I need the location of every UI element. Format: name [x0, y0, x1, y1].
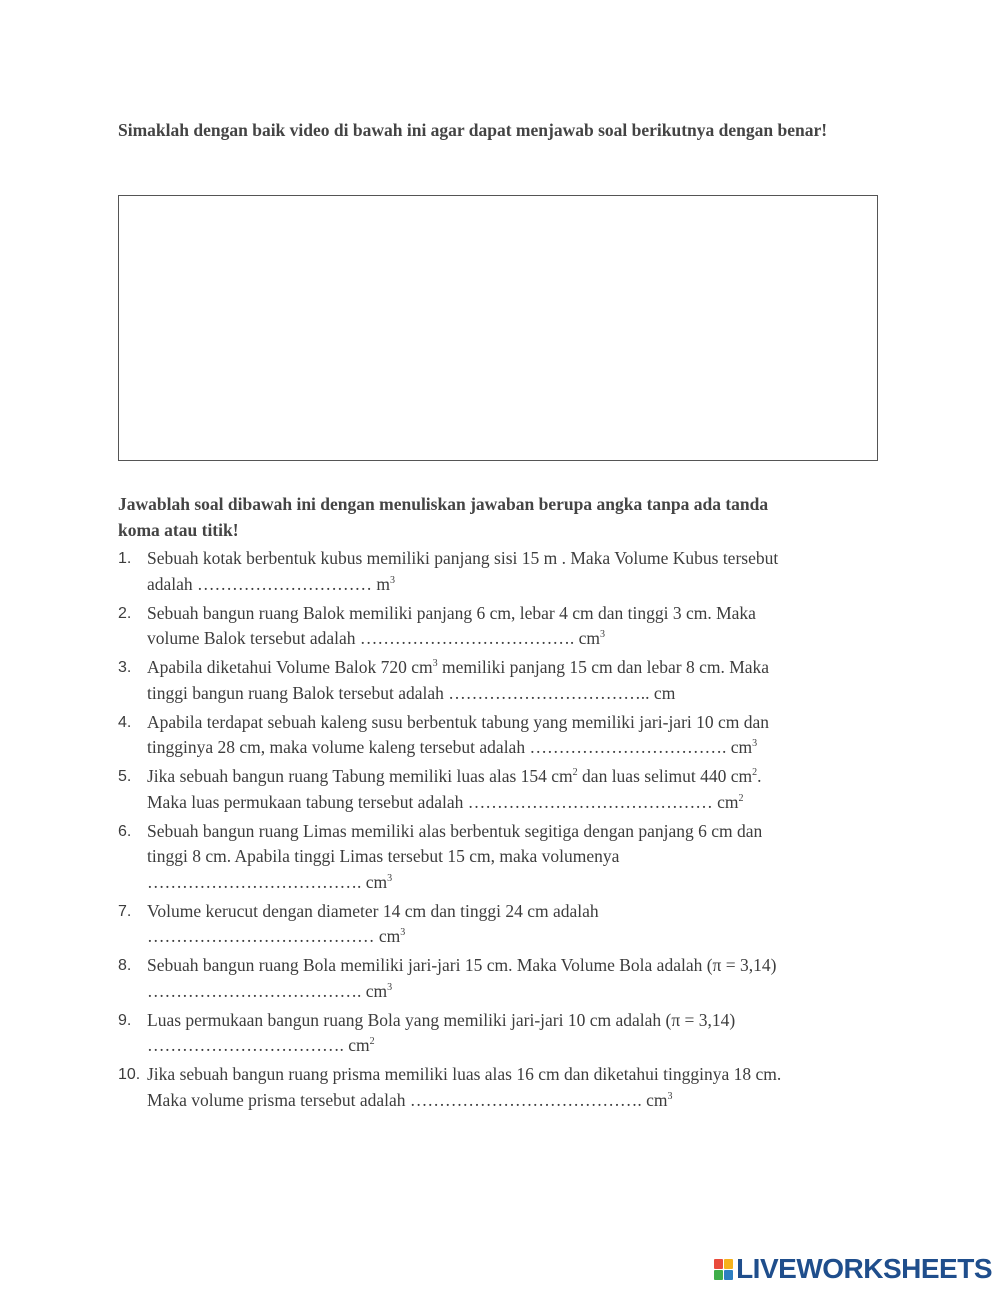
question-number: 8. — [118, 957, 132, 974]
unit-exponent: 3 — [432, 658, 438, 669]
question-number: 1. — [118, 550, 132, 567]
unit-exponent: 3 — [400, 927, 406, 938]
question-text-cont: tinggi 8 cm. Apabila tinggi Limas tersebut 15 cm, maka volumenya — [147, 846, 620, 866]
question-number: 4. — [118, 713, 132, 731]
answer-line[interactable]: tingginya 28 cm, maka volume kaleng tersebut adalah ……………………………. $cm^3$ — [147, 737, 758, 757]
answer-line[interactable]: Maka volume prisma tersebut adalah …………………………………. $cm^3$ — [147, 1089, 673, 1110]
question-list — [118, 546, 878, 1117]
logo-icon — [714, 1259, 733, 1280]
unit-exponent: 2 — [369, 1036, 375, 1047]
question-text: Apabila terdapat sebuah kaleng susu berbentuk tabung yang memiliki jari-jari 10 cm dan — [147, 711, 770, 732]
unit-exponent: 2 — [752, 767, 758, 778]
question-text: Volume kerucut dengan diameter 14 cm dan tinggi 24 cm adalah — [147, 900, 599, 921]
question-text: Sebuah bangun ruang Bola memiliki jari-jari 15 cm. Maka Volume Bola adalah (π = 3,14) — [147, 955, 777, 975]
answer-line[interactable]: ………………………………. $cm^3$ — [147, 871, 393, 892]
answer-line[interactable]: ………………………………… $cm^3$ — [147, 926, 406, 946]
logo-tile-l — [714, 1259, 723, 1269]
question-number: 9. — [118, 1011, 132, 1029]
question-item-9 — [118, 1008, 878, 1059]
logo-tile-v — [714, 1270, 723, 1280]
question-number: 5. — [118, 768, 132, 785]
question-item-4 — [118, 710, 878, 761]
question-text: Luas permukaan bangun ruang Bola yang memiliki jari-jari 10 cm adalah (π = 3,14) — [147, 1009, 736, 1030]
question-text: Sebuah kotak berbentuk kubus memiliki panjang sisi 15 m . Maka Volume Kubus tersebut — [147, 548, 779, 568]
unit-exponent: 3 — [752, 738, 758, 749]
answer-line[interactable]: tinggi bangun ruang Balok tersebut adalah …………………………….. cm — [147, 682, 676, 703]
unit-exponent: 3 — [387, 981, 393, 993]
question-text: Apabila diketahui Volume Balok 720 $cm^3$ memiliki panjang 15 cm dan lebar 8 cm. Maka — [147, 657, 770, 677]
unit-exponent: 3 — [387, 872, 393, 884]
question-text: Jika sebuah bangun ruang prisma memiliki luas alas 16 cm dan diketahui tingginya 18 cm. — [147, 1064, 782, 1084]
video-embed-frame[interactable] — [118, 195, 878, 461]
instruction-text — [118, 491, 878, 543]
question-item-8 — [118, 953, 878, 1004]
question-item-2 — [118, 601, 878, 652]
question-text: Sebuah bangun ruang Balok memiliki panjang 6 cm, lebar 4 cm dan tinggi 3 cm. Maka — [147, 602, 756, 623]
unit-exponent: 2 — [738, 792, 744, 804]
answer-line[interactable]: ……………………………. $cm^2$ — [147, 1035, 375, 1055]
question-item-1 — [118, 546, 878, 597]
question-item-7 — [118, 899, 878, 950]
question-number: 6. — [118, 822, 132, 840]
question-item-3 — [118, 655, 878, 706]
answer-line[interactable]: volume Balok tersebut adalah ………………………………. $cm^3$ — [147, 628, 605, 648]
logo-tile-e — [724, 1270, 733, 1280]
intro-text: Simaklah dengan baik video di bawah ini agar dapat menjawab soal berikutnya dengan benar! — [118, 120, 828, 140]
logo-text: LIVEWORKSHEETS — [736, 1253, 992, 1284]
question-item-6 — [118, 819, 878, 896]
instruction-line-2: koma atau titik! — [118, 520, 239, 540]
unit-exponent: 2 — [572, 767, 578, 778]
question-item-5 — [118, 764, 878, 815]
answer-line[interactable]: adalah ………………………… $m^3$ — [147, 573, 396, 594]
question-number: 10. — [118, 1066, 141, 1083]
question-text: Jika sebuah bangun ruang Tabung memiliki luas alas 154 $cm^2$ dan luas selimut 440 $cm^2$. — [147, 766, 762, 786]
logo-tile-i — [724, 1259, 733, 1269]
unit-exponent: 3 — [390, 574, 396, 586]
instruction-line-1: Jawablah soal dibawah ini dengan menuliskan jawaban berupa angka tanpa ada tanda — [118, 494, 769, 514]
question-number: 3. — [118, 659, 132, 676]
question-number: 2. — [118, 604, 132, 622]
unit-exponent: 3 — [667, 1090, 673, 1102]
question-text: Sebuah bangun ruang Limas memiliki alas berbentuk segitiga dengan panjang 6 cm dan — [147, 820, 763, 841]
question-item-10 — [118, 1062, 878, 1113]
unit-exponent: 3 — [599, 629, 605, 640]
liveworksheets-logo[interactable] — [714, 1252, 992, 1286]
answer-line[interactable]: Maka luas permukaan tabung tersebut adalah …………………………………… $cm^2$ — [147, 791, 744, 812]
answer-line[interactable]: ………………………………. $cm^3$ — [147, 980, 393, 1001]
question-number: 7. — [118, 902, 132, 920]
